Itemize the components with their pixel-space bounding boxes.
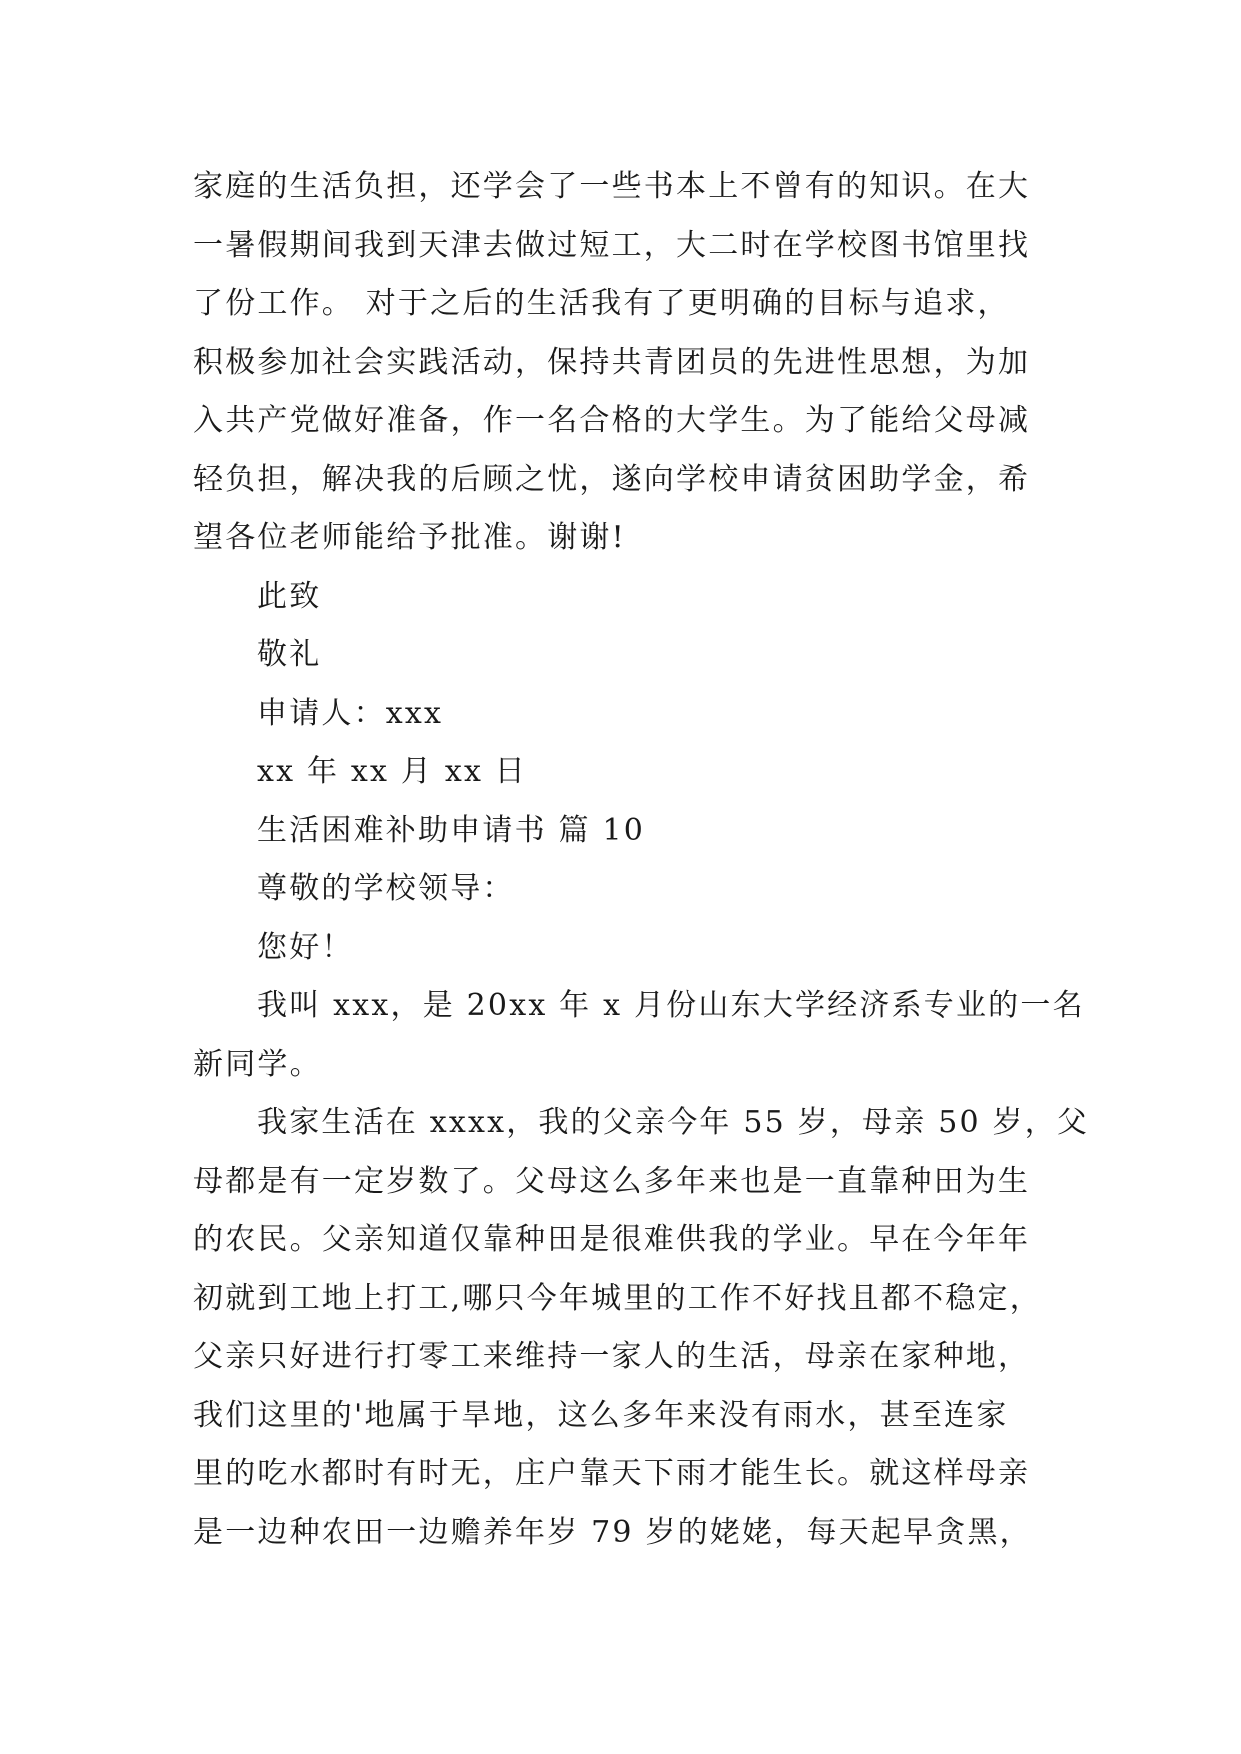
text-line: 新同学。 bbox=[193, 1046, 322, 1082]
greeting-line: 尊敬的学校领导： bbox=[257, 871, 515, 906]
text-line: 我们这里的'地属于旱地，这么多年来没有雨水，甚至连家 bbox=[193, 1397, 1009, 1433]
applicant-line: 申请人：xxx bbox=[257, 695, 444, 731]
text-line: 轻负担，解决我的后顾之忧，遂向学校申请贫困助学金，希 bbox=[193, 461, 1031, 497]
section-title: 生活困难补助申请书 篇 10 bbox=[257, 812, 646, 848]
text-line: 了份工作。 对于之后的生活我有了更明确的目标与追求， bbox=[193, 286, 1010, 321]
closing-line: 此致 bbox=[257, 578, 322, 614]
text-line: 的农民。父亲知道仅靠种田是很难供我的学业。早在今年年 bbox=[193, 1222, 1031, 1257]
text-line: 初就到工地上打工,哪只今年城里的工作不好找且都不稳定， bbox=[193, 1280, 1042, 1316]
text-line: 父亲只好进行打零工来维持一家人的生活，母亲在家种地， bbox=[193, 1339, 1031, 1374]
date-line: xx 年 xx 月 xx 日 bbox=[257, 754, 527, 789]
text-line: 我叫 xxx，是 20xx 年 x 月份山东大学经济系专业的一名 bbox=[257, 988, 1085, 1023]
text-line: 母都是有一定岁数了。父母这么多年来也是一直靠种田为生 bbox=[193, 1163, 1031, 1199]
text-line: 积极参加社会实践活动，保持共青团员的先进性思想，为加 bbox=[193, 344, 1031, 380]
text-line: 我家生活在 xxxx，我的父亲今年 55 岁，母亲 50 岁，父 bbox=[257, 1105, 1090, 1140]
text-line: 入共产党做好准备，作一名合格的大学生。为了能给父母减 bbox=[193, 403, 1031, 438]
text-line: 里的吃水都时有时无，庄户靠天下雨才能生长。就这样母亲 bbox=[193, 1456, 1031, 1491]
text-line: 是一边种农田一边赡养年岁 79 岁的姥姥，每天起早贪黑， bbox=[193, 1514, 1032, 1550]
greeting-line: 您好！ bbox=[257, 929, 354, 965]
text-line: 家庭的生活负担，还学会了一些书本上不曾有的知识。在大 bbox=[193, 169, 1031, 204]
document-body bbox=[193, 158, 1090, 1562]
salutation-line: 敬礼 bbox=[257, 637, 322, 672]
text-line: 望各位老师能给予批准。谢谢! bbox=[193, 520, 626, 555]
text-line: 一暑假期间我到天津去做过短工，大二时在学校图书馆里找 bbox=[193, 227, 1031, 263]
